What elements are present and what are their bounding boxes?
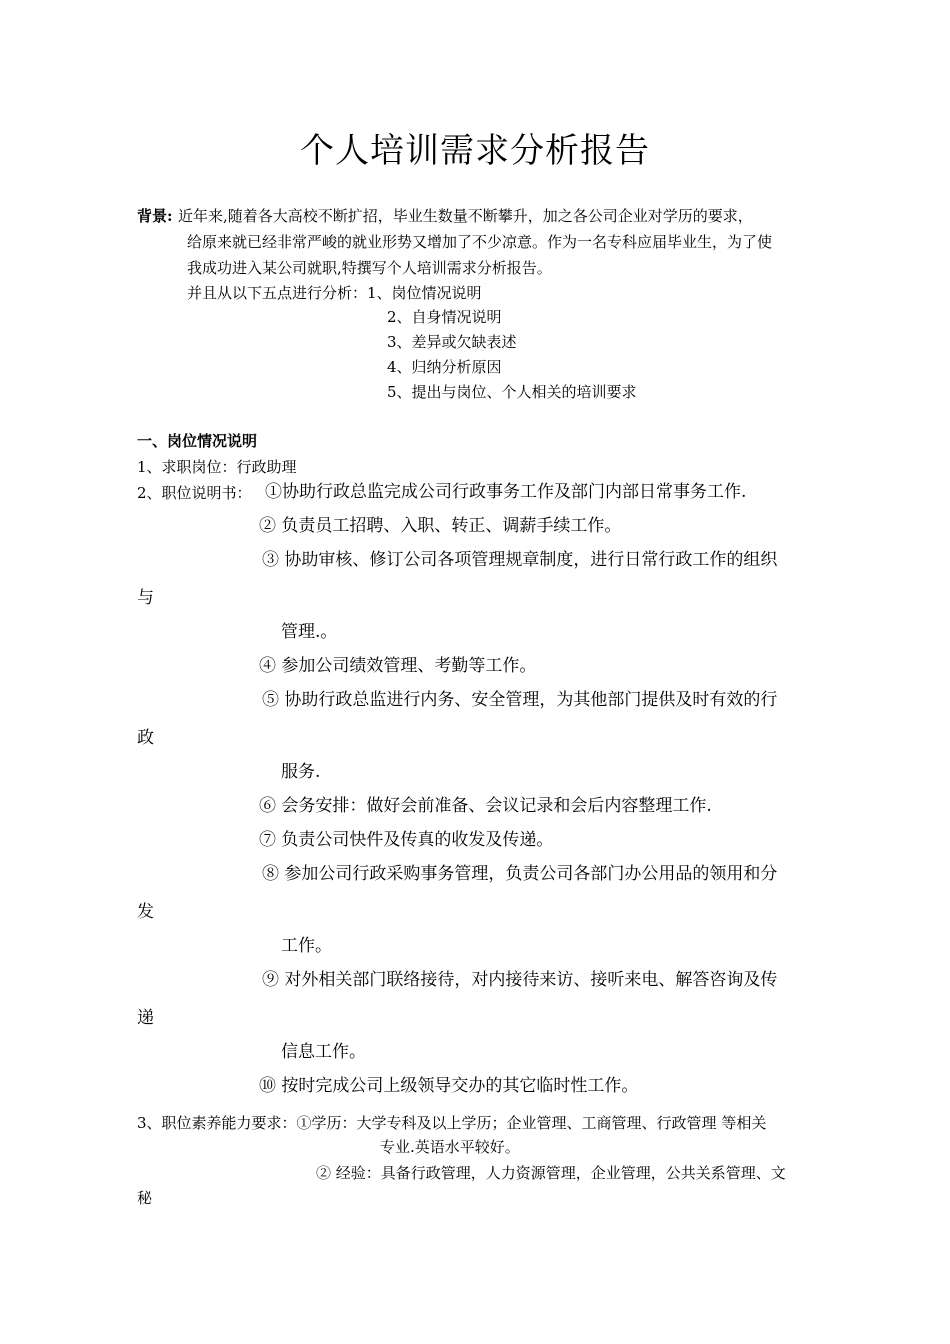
duty-5: ⑤ 协助行政总监进行内务、安全管理，为其他部门提供及时有效的行 (262, 690, 778, 710)
background-line-1: 近年来,随着各大高校不断扩招，毕业生数量不断攀升，加之各公司企业对学历的要求， (178, 207, 753, 225)
section1-item3-line3: ② 经验：具备行政管理，人力资源管理，企业管理，公共关系管理、文 (316, 1164, 786, 1182)
duty-7: ⑦ 负责公司快件及传真的收发及传递。 (259, 830, 554, 850)
section1-item3-line4: 秘 (137, 1189, 153, 1207)
duty-9-cont: 信息工作。 (281, 1042, 366, 1062)
section1-item1: 1、求职岗位：行政助理 (137, 458, 297, 476)
duty-3-cont: 管理.。 (281, 622, 338, 642)
analysis-point-4: 4、归纳分析原因 (387, 358, 502, 376)
duty-10: ⑩ 按时完成公司上级领导交办的其它临时性工作。 (259, 1076, 639, 1096)
document-title: 个人培训需求分析报告 (300, 131, 650, 171)
background-line-3: 我成功进入某公司就职,特撰写个人培训需求分析报告。 (187, 259, 552, 277)
duty-3-wrap: 与 (137, 588, 154, 608)
duty-1: ①协助行政总监完成公司行政事务工作及部门内部日常事务工作. (265, 482, 747, 502)
analysis-point-2: 2、自身情况说明 (387, 308, 502, 326)
section1-item3-line2: 专业.英语水平较好。 (380, 1138, 520, 1156)
duty-5-wrap: 政 (137, 728, 154, 748)
analysis-point-5: 5、提出与岗位、个人相关的培训要求 (387, 383, 637, 401)
duty-8-wrap: 发 (137, 902, 154, 922)
background-line-4: 并且从以下五点进行分析：1、岗位情况说明 (187, 284, 482, 302)
background-label: 背景: (137, 207, 173, 225)
duty-8: ⑧ 参加公司行政采购事务管理，负责公司各部门办公用品的领用和分 (262, 864, 778, 884)
analysis-point-3: 3、差异或欠缺表述 (387, 333, 517, 351)
duty-8-cont: 工作。 (281, 936, 332, 956)
duty-9-wrap: 递 (137, 1008, 154, 1028)
duty-6: ⑥ 会务安排：做好会前准备、会议记录和会后内容整理工作. (259, 796, 712, 816)
duty-4: ④ 参加公司绩效管理、考勤等工作。 (259, 656, 537, 676)
section1-item2-label: 2、职位说明书： (137, 484, 252, 502)
section1-item3-line1: 3、职位素养能力要求：①学历：大学专科及以上学历；企业管理、工商管理、行政管理 等相关 (137, 1114, 767, 1132)
duty-2: ② 负责员工招聘、入职、转正、调薪手续工作。 (259, 516, 622, 536)
background-line-2: 给原来就已经非常严峻的就业形势又增加了不少凉意。作为一名专科应届毕业生，为了使 (187, 233, 773, 251)
duty-9: ⑨ 对外相关部门联络接待，对内接待来访、接听来电、解答咨询及传 (262, 970, 778, 990)
duty-3: ③ 协助审核、修订公司各项管理规章制度，进行日常行政工作的组织 (262, 550, 778, 570)
section1-heading: 一、岗位情况说明 (137, 432, 258, 450)
duty-5-cont: 服务. (281, 762, 321, 782)
